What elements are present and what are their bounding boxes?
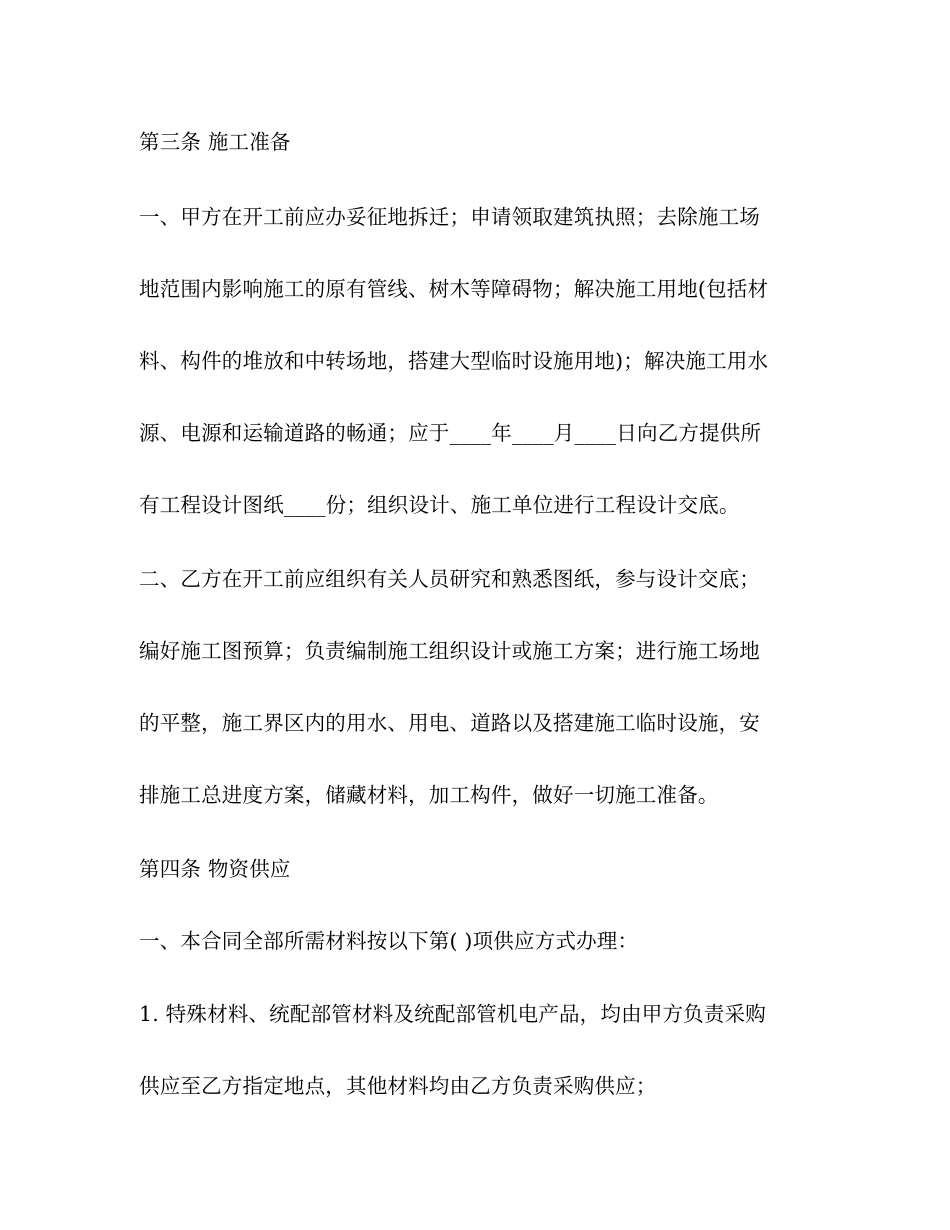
paragraph-line: 供应至乙方指定地点，其他材料均由乙方负责采购供应；	[139, 1074, 657, 1098]
paragraph-line: 源、电源和运输道路的畅通；应于____年____月____日向乙方提供所	[139, 421, 762, 445]
paragraph-line: 料、构件的堆放和中转场地，搭建大型临时设施用地)；解决施工用水	[139, 349, 769, 373]
paragraph-line: 的平整，施工界区内的用水、用电、道路以及搭建施工临时设施，安	[139, 711, 760, 735]
paragraph-line: 二、乙方在开工前应组织有关人员研究和熟悉图纸，参与设计交底；	[139, 567, 760, 591]
paragraph-line: 编好施工图预算；负责编制施工组织设计或施工方案；进行施工场地	[139, 639, 760, 663]
paragraph-line: 一、本合同全部所需材料按以下第( )项供应方式办理：	[139, 929, 639, 953]
paragraph-line: 一、甲方在开工前应办妥征地拆迁；申请领取建筑执照；去除施工场	[139, 205, 760, 229]
paragraph-line: 有工程设计图纸____份；组织设计、施工单位进行工程设计交底。	[139, 493, 740, 517]
paragraph-line: 排施工总进度方案，储藏材料，加工构件，做好一切施工准备。	[139, 783, 719, 807]
paragraph-line: 1. 特殊材料、统配部管材料及统配部管机电产品，均由甲方负责采购	[139, 1002, 766, 1026]
paragraph-line: 地范围内影响施工的原有管线、树木等障碍物；解决施工用地(包括材	[139, 277, 769, 301]
section-heading-article-4: 第四条 物资供应	[139, 857, 291, 881]
section-heading-article-3: 第三条 施工准备	[139, 130, 291, 154]
